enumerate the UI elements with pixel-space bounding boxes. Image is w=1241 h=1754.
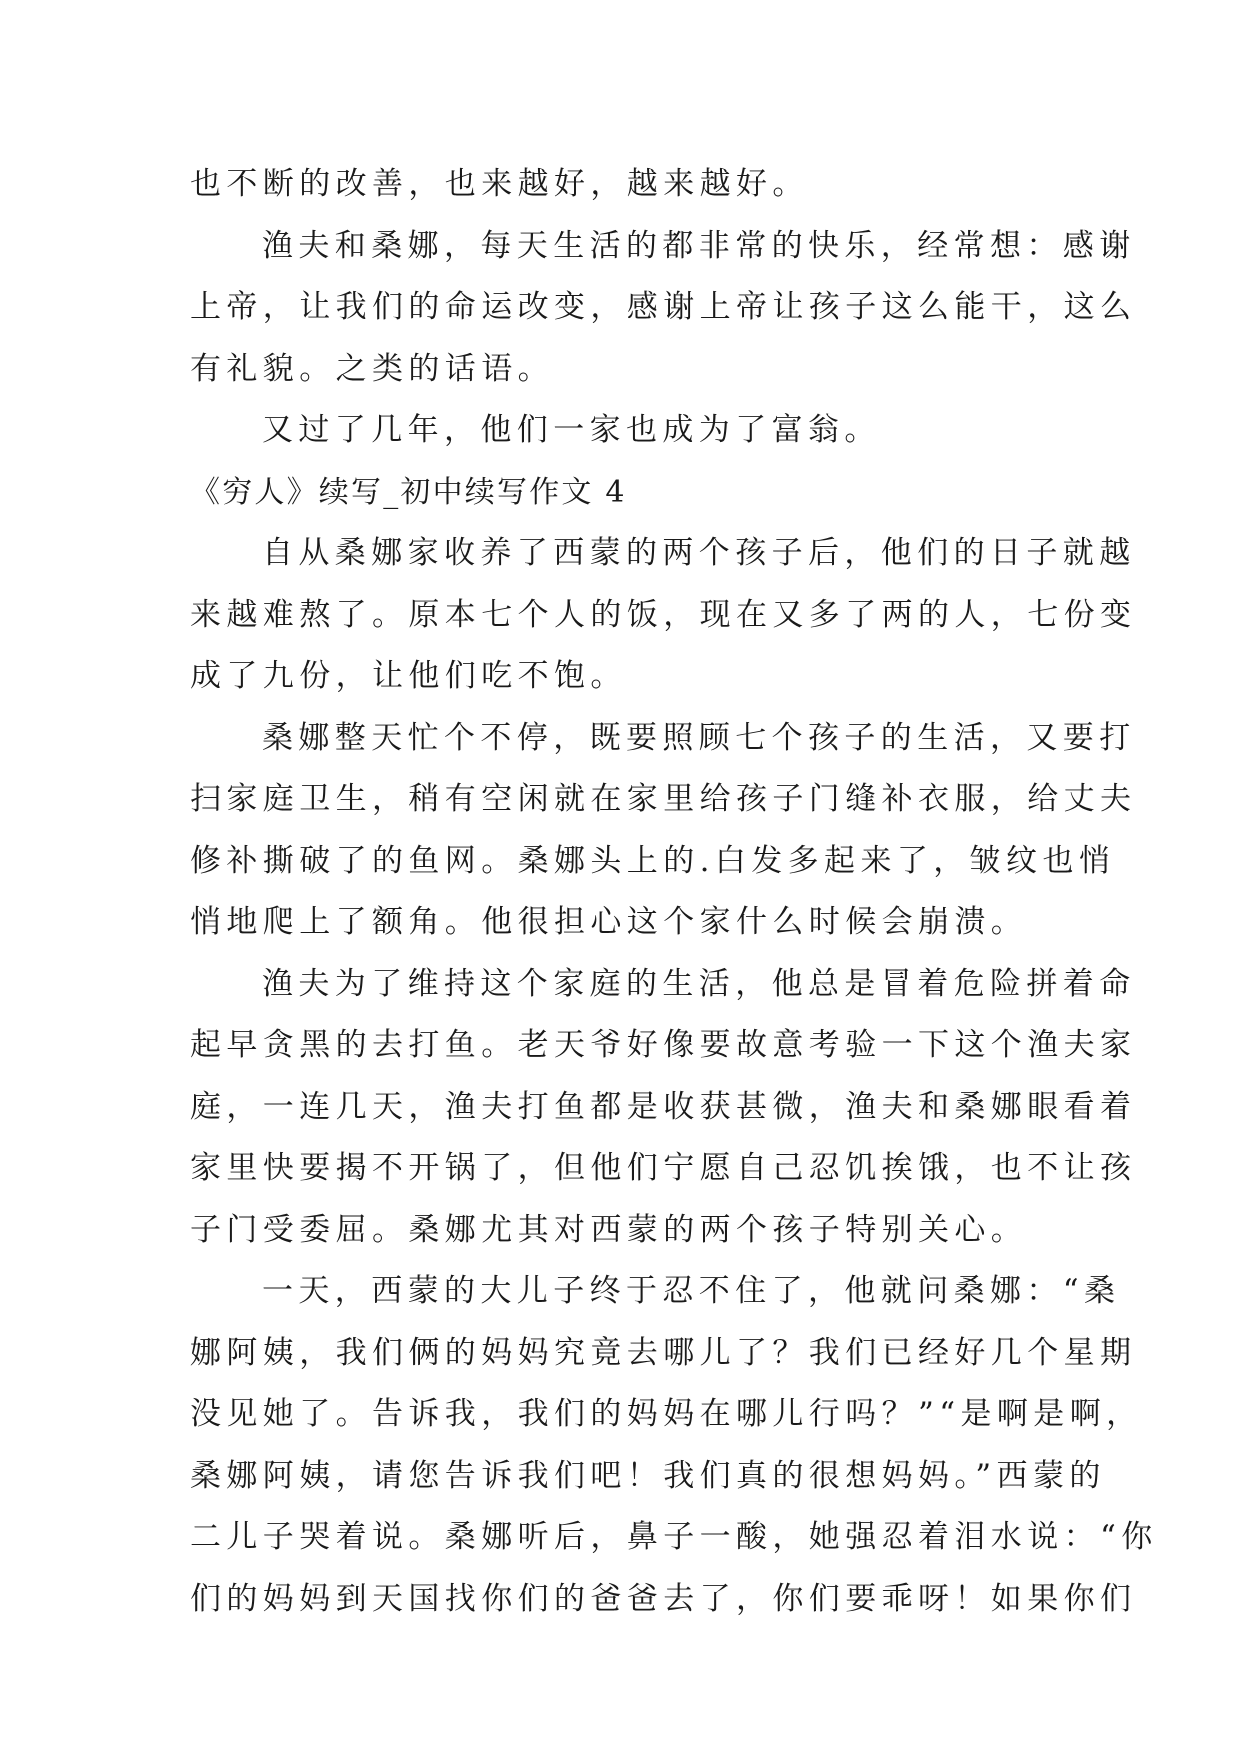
text-line: 庭，一连几天，渔夫打鱼都是收获甚微，渔夫和桑娜眼看着 [190, 1088, 1137, 1125]
section-title: 《穷人》续写_初中续写作文 4 [190, 474, 627, 510]
text-line: 娜阿姨，我们俩的妈妈究竟去哪儿了？我们已经好几个星期 [190, 1334, 1137, 1371]
text-line: 们的妈妈到天国找你们的爸爸去了，你们要乖呀！如果你们 [190, 1580, 1137, 1617]
text-line: 来越难熬了。原本七个人的饭，现在又多了两的人，七份变 [190, 596, 1137, 633]
text-line: 悄地爬上了额角。他很担心这个家什么时候会崩溃。 [190, 904, 1028, 940]
text-line: 自从桑娜家收养了西蒙的两个孩子后，他们的日子就越 [262, 535, 1136, 571]
text-line: 没见她了。告诉我，我们的妈妈在哪儿行吗？”“是啊是啊， [190, 1396, 1143, 1432]
text-line: 有礼貌。之类的话语。 [190, 350, 554, 387]
text-line: 子门受委屈。桑娜尤其对西蒙的两个孩子特别关心。 [190, 1211, 1028, 1248]
text-line: 也不断的改善，也来越好，越来越好。 [190, 166, 809, 202]
text-line: 修补撕破了的鱼网。桑娜头上的.白发多起来了，皱纹也悄 [190, 842, 1116, 879]
text-line: 上帝，让我们的命运改变，感谢上帝让孩子这么能干，这么 [190, 289, 1137, 325]
text-line: 桑娜整天忙个不停，既要照顾七个孩子的生活，又要打 [262, 719, 1136, 756]
text-line: 一天，西蒙的大儿子终于忍不住了，他就问桑娜：“桑 [262, 1273, 1121, 1309]
text-line: 渔夫为了维持这个家庭的生活，他总是冒着危险拼着命 [262, 965, 1136, 1002]
text-line: 成了九份，让他们吃不饱。 [190, 658, 627, 694]
text-line: 渔夫和桑娜，每天生活的都非常的快乐，经常想：感谢 [262, 227, 1136, 264]
text-line: 二儿子哭着说。桑娜听后，鼻子一酸，她强忍着泪水说：“你 [190, 1519, 1158, 1555]
text-line: 又过了几年，他们一家也成为了富翁。 [262, 412, 881, 448]
document-page [190, 154, 1158, 1630]
text-line: 扫家庭卫生，稍有空闲就在家里给孩子门缝补衣服，给丈夫 [190, 781, 1137, 817]
text-line: 桑娜阿姨，请您告诉我们吧！我们真的很想妈妈。”西蒙的 [190, 1457, 1106, 1494]
text-line: 起早贪黑的去打鱼。老天爷好像要故意考验一下这个渔夫家 [190, 1027, 1137, 1063]
text-line: 家里快要揭不开锅了，但他们宁愿自己忍饥挨饿，也不让孩 [190, 1150, 1137, 1186]
